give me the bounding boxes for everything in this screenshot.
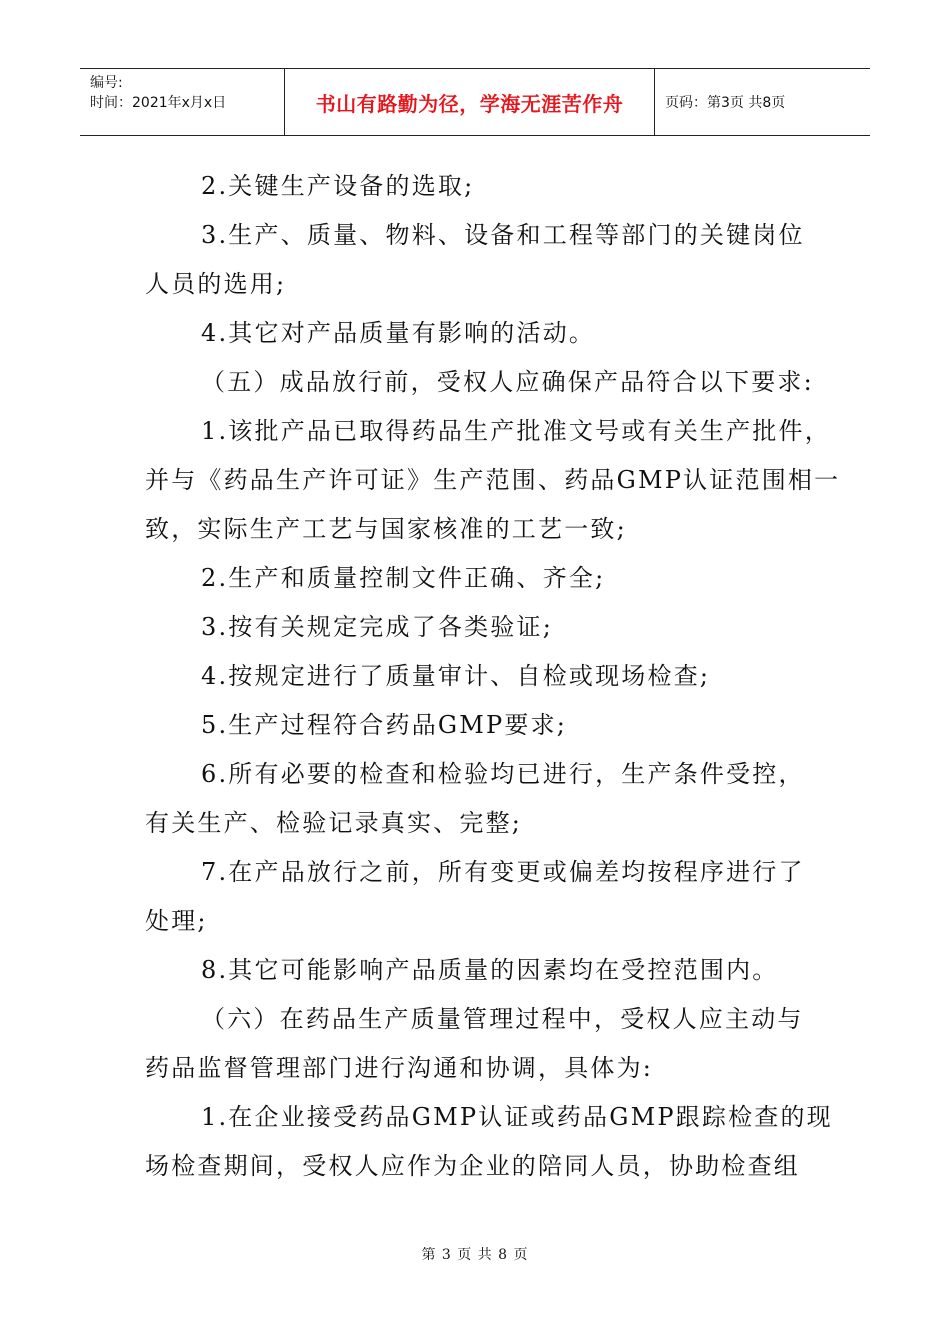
page-footer: 第 3 页 共 8 页 [421,1247,529,1263]
section-heading: （五）成品放行前，受权人应确保产品符合以下要求: [201,368,814,396]
body-line: 3.生产、质量、物料、设备和工程等部门的关键岗位 [201,221,805,249]
section-heading: （六）在药品生产质量管理过程中，受权人应主动与 [201,1005,804,1033]
document-time-label: 时间：2021年x月x日 [90,95,227,111]
body-line: 3.按有关规定完成了各类验证; [201,613,553,641]
document-body [145,162,841,1191]
document-number-label: 编号: [90,75,123,91]
body-line: 6.所有必要的检查和检验均已进行，生产条件受控， [201,760,805,788]
header-page-info: 页码：第3页 共8页 [665,95,786,111]
body-line: 4.按规定进行了质量审计、自检或现场检查; [201,662,711,690]
body-line: 1.在企业接受药品GMP认证或药品GMP跟踪检查的现 [201,1103,833,1131]
body-line: 场检查期间，受权人应作为企业的陪同人员，协助检查组 [145,1152,800,1180]
body-line: 4.其它对产品质量有影响的活动。 [201,319,596,347]
header-motto: 书山有路勤为径，学海无涯苦作舟 [285,69,655,135]
body-line: 1.该批产品已取得药品生产批准文号或有关生产批件， [201,417,831,445]
body-line: 2.关键生产设备的选取; [201,172,475,200]
body-line: 2.生产和质量控制文件正确、齐全; [201,564,606,592]
body-line: 7.在产品放行之前，所有变更或偏差均按程序进行了 [201,858,805,886]
body-line: 8.其它可能影响产品质量的因素均在受控范围内。 [201,956,779,984]
page-header [80,68,870,136]
body-line: 致，实际生产工艺与国家核准的工艺一致; [145,515,627,543]
body-line: 5.生产过程符合药品GMP要求; [201,711,568,739]
body-line: 药品监督管理部门进行沟通和协调，具体为: [145,1054,654,1082]
body-line: 处理; [145,907,208,935]
body-line: 并与《药品生产许可证》生产范围、药品GMP认证范围相一 [145,466,841,494]
body-line: 有关生产、检验记录真实、完整; [145,809,523,837]
body-line: 人员的选用; [145,270,287,298]
header-meta [80,69,285,135]
